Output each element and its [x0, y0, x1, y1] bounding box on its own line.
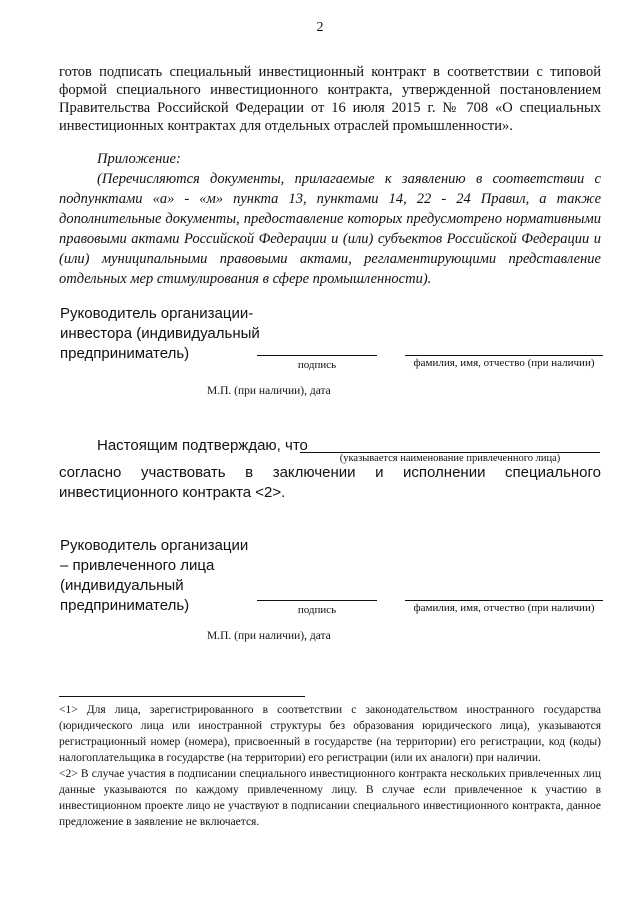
footnote-separator [59, 696, 305, 697]
footnote-1: <1> Для лица, зарегистрированного в соответствии с законодательством иностранного государства (юридического лица или иностранной структуры без образования юридического лица), указываются регистрационный номер (номера), присвоенный в государстве (на территории) его регистрации, код (коды) налогоплательщика в государстве (на территории) его регистрации (или их аналоги) при наличии. [59, 704, 601, 764]
investor-name-line [405, 355, 603, 356]
investor-signature-line [257, 355, 377, 356]
attracted-name-line [405, 600, 603, 601]
investor-head-role: Руководитель организации-инвестора (индивидуальный предприниматель) [60, 305, 260, 362]
footnote-2: <2> В случае участия в подписании специального инвестиционного контракта нескольких привлеченных лиц данные указываются по каждому привлеченному лицу. В случае если привлеченное к участию в инвестиционном проекте лицо не участвуют в подписании специального инвестиционного контракта, данное предложение в заявление не включается. [59, 768, 601, 828]
appendix-title: Приложение: [97, 151, 181, 167]
investor-stamp-date: М.П. (при наличии), дата [207, 385, 331, 397]
investor-signature-label: подпись [297, 359, 337, 371]
investor-name-label: фамилия, имя, отчество (при наличии) [413, 357, 595, 369]
attracted-party-hint: (указывается наименование привлеченного лица) [339, 453, 561, 464]
attracted-signature-line [257, 600, 377, 601]
footnotes [59, 702, 601, 830]
intro-paragraph: готов подписать специальный инвестиционный контракт в соответствии с типовой формой специального инвестиционного контракта, утвержденной постановлением Правительства Российской Федерации от 16 июля 2015 г. № 708 «О специальных инвестиционных контрактах для отдельных отраслей промышленности». [59, 64, 601, 134]
confirmation-continuation: согласно участвовать в заключении и исполнении специального инвестиционного контракта <2>. [59, 464, 601, 501]
appendix-section [59, 149, 601, 289]
attracted-name-label: фамилия, имя, отчество (при наличии) [413, 602, 595, 614]
appendix-body: (Перечисляются документы, прилагаемые к заявлению в соответствии с подпунктами «а» - «м» пункта 13, пунктами 14, 22 - 24 Правил, а также дополнительные документы, предоставление которых предусмотрено нормативными правовыми актами Российской Федерации и (или) субъектов Российской Федерации и (или) муниципальными правовыми актами, регламентирующими представление отдельных мер стимулирования в сфере промышленности). [59, 171, 601, 287]
attracted-stamp-date: М.П. (при наличии), дата [207, 630, 331, 642]
page-number: 2 [316, 20, 324, 35]
attracted-signature-label: подпись [297, 604, 337, 616]
confirmation-text: Настоящим подтверждаю, что [97, 437, 308, 454]
attracted-head-role: Руководитель организации – привлеченного лица (индивидуальный предприниматель) [60, 537, 249, 614]
